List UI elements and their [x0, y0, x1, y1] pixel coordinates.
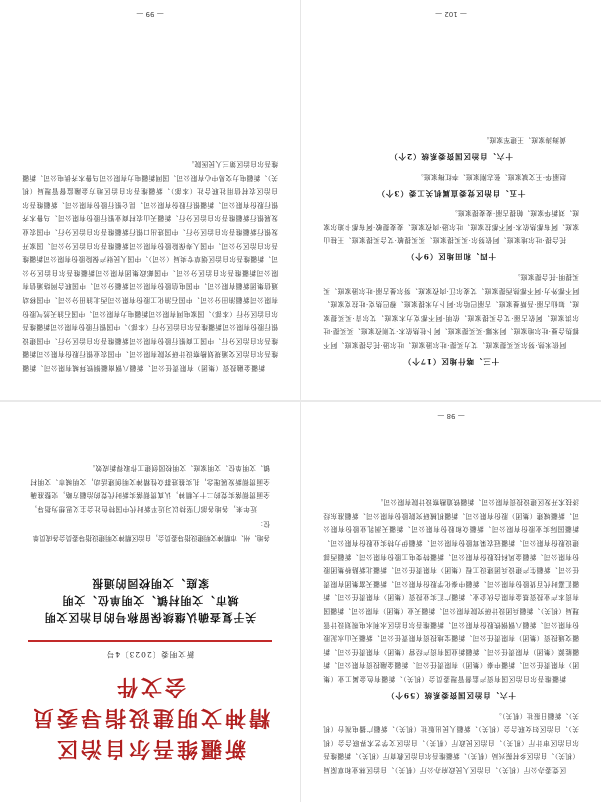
- document-body: [30, 457, 270, 544]
- section-heading: 十五、自治区党委直属机关工委（3个）: [376, 188, 526, 198]
- document-title: [30, 575, 270, 626]
- intro-paragraph: 近年来，各地各部门坚持以习近平新时代中国特色社会主义思想为指导，全面贯彻落实党的二十大精神，认真贯彻落实新时代党的治疆方略，完整准确全面贯彻新发展理念，扎实推进群众性精神文明创建活动，文明城市、文明村镇、文明单位、文明家庭、文明校园创建工作取得新成效。: [30, 464, 270, 513]
- page-98-para-top: 区党委办公厅（机关）、自治区人民政府办公厅（机关）、自治区林业和草原局（机关）、自治区乡村振兴局（机关）、新疆维吾尔自治区教育厅（机关）、新疆维吾尔自治区审计厅（机关）、自治区民政厅（机关）、自治区文学艺术界联合会（机关）、自治区妇女联合会（机关）、新疆人民出版社（机关）、新疆广播电视台（机关）、新疆日报社（机关）。: [323, 711, 579, 774]
- masthead-page: [0, 402, 300, 802]
- page-98: [301, 402, 601, 802]
- page-number-102: — 102 —: [435, 10, 467, 18]
- page-99: [0, 0, 300, 400]
- page-102-column: [323, 30, 579, 374]
- masthead: [28, 671, 272, 764]
- section-heading: 十六、自治区国资委系统（2个）: [389, 152, 513, 162]
- title-line-3: 家庭、文明校园的通报: [91, 577, 209, 590]
- red-divider: [28, 640, 272, 642]
- page-98-column: [323, 432, 579, 776]
- title-line-1: 关于复查确认继续保留称号的自治区文明: [43, 611, 257, 624]
- section-body: 阿依米热·努尔买买提家庭、艾力买提·吐尔逊家庭、吐尔逊·托合提家庭、阿不都热合曼·吐尔地家庭、阿米娜·买买提家庭、阿卜杜热依木·艾则孜家庭、买买提·吐尔洪家庭、阿依古丽·艾合买提家庭、依明·阿不都克力木家庭、艾尔肯·买买提家庭、如仙古丽·吾斯曼家庭、古丽巴哈尔·阿卜力米提家庭、穆巴热克·吐拉克家庭、阿不都外力·阿不都热西提家庭、艾麦尔江·肉孜家庭、努尔曼古丽·吐尔逊家庭、买买提明·托合提家庭。: [323, 273, 579, 349]
- page-102: [301, 0, 601, 400]
- page-98-heading: 十六、自治区国资委系统（59个）: [386, 691, 516, 701]
- page-number-99: — 99 —: [136, 10, 164, 18]
- page-number-98: — 98 —: [437, 412, 465, 420]
- page-99-column: [22, 30, 278, 374]
- masthead-line-2: 精神文明建设指导委员会文件: [30, 675, 270, 730]
- section-body: 赵丽华·王文斌家庭、张志刚家庭、李红梅家庭。: [416, 172, 566, 181]
- title-line-2: 城市、文明村镇、文明单位、文明: [61, 594, 239, 607]
- page-98-para-body: 新疆维吾尔自治区国有资产监督管理委员会（机关）、新疆有色金属工业（集团）有限责任公司、新疆中泰（集团）有限责任公司、新疆金融投资有限公司、新疆能源（集团）有限责任公司、新疆新业国有资产经营（集团）有限责任公司、新疆交通投资（集团）有限责任公司、新疆宝地投资有限责任公司、新疆天山水泥股份有限公司、新疆八钢钢铁股份有限公司、新疆维吾尔自治区水利水电规划设计管理局（机关）、新疆兵团设计研究院有限公司、新疆天业（集团）有限公司、新疆国有资本产业投资基金有限合伙企业、新疆广汇实业投资（集团）有限责任公司、新疆汇嘉时代百货股份有限公司、新疆中泰化学股份有限公司、新疆天富集团有限责任公司、新疆生产建设兵团建设工程（集团）有限责任公司、新疆北新路桥集团股份有限公司、新疆金风科技股份有限公司、新疆特变电工股份有限公司、新疆西部建设股份有限公司、新疆冠农果茸股份有限公司、新疆伊力特实业股份有限公司、新疆国际实业股份有限公司、新疆众和股份有限公司、新疆天润乳业股份有限公司、新疆城建（集团）股份有限公司、新疆机械研究院股份有限公司、新疆准东经济技术开发区建设投资有限公司、新疆铁道勘察设计院有限公司。: [323, 498, 579, 684]
- addressee: 各地、州、市精神文明建设指导委员会，自治区精神文明建设指导委员会各成员单位：: [32, 520, 270, 542]
- section-heading: 十四、和田地区（9个）: [405, 252, 497, 262]
- section-heading: 十三、喀什地区（17个）: [402, 357, 500, 366]
- section-body: 托合提·吐尔地家庭、阿依努尔·买买提家庭、买买提敏·艾合买提家庭、王桂山家庭、阿布都热依木·阿不都拉家庭、吐尔逊·肉孜家庭、麦麦提敏·阿布都卡迪尔家庭、刘新华家庭、帕提古丽·麦麦提家庭。: [323, 209, 579, 245]
- doc-number: 新文明委〔2023〕4号: [105, 650, 195, 659]
- masthead-line-1: 新疆维吾尔自治区: [54, 737, 246, 761]
- page-99-para-body: 新疆金融投资（集团）有限责任公司、新疆八钢南疆钢铁拜城有限公司、新疆维吾尔自治区交通规划勘察设计研究院有限公司、中国农业银行股份有限公司新疆维吾尔自治区分行、中国工商银行股份有限公司新疆维吾尔自治区分行、中国建设银行股份有限公司新疆维吾尔自治区分行（本部）、中国银行股份有限公司新疆维吾尔自治区分行（本部）、国家电网有限公司新疆电力有限公司、中国石油天然气股份有限公司新疆油田分公司、中国石油化工股份有限公司西北油田分公司、中国移动通信集团新疆有限公司、中国电信股份有限公司新疆分公司、中国联合网络通信有限公司新疆维吾尔自治区分公司、中国邮政集团有限公司新疆维吾尔自治区分公司、新疆维吾尔自治区烟草专卖局（公司）、中国人民财产保险股份有限公司新疆维吾尔自治区分公司、中国人寿保险股份有限公司新疆维吾尔自治区分公司、国家开发银行新疆维吾尔自治区分行、中国进出口银行新疆维吾尔自治区分行、中国农业发展银行新疆维吾尔自治区分行、新疆天山农村商业银行股份有限公司、乌鲁木齐银行股份有限公司、新疆银行股份有限公司、昆仑银行股份有限公司、新疆维吾尔自治区农村信用社联合社（本部）、新疆维吾尔自治区地方金融监督管理局（机关）、新疆电力交易中心有限公司、国网新疆电力有限公司乌鲁木齐供电公司、新疆维吾尔自治区第三人民医院。: [22, 160, 278, 372]
- section-body: 黄海涛家庭、王建军家庭。: [482, 136, 566, 145]
